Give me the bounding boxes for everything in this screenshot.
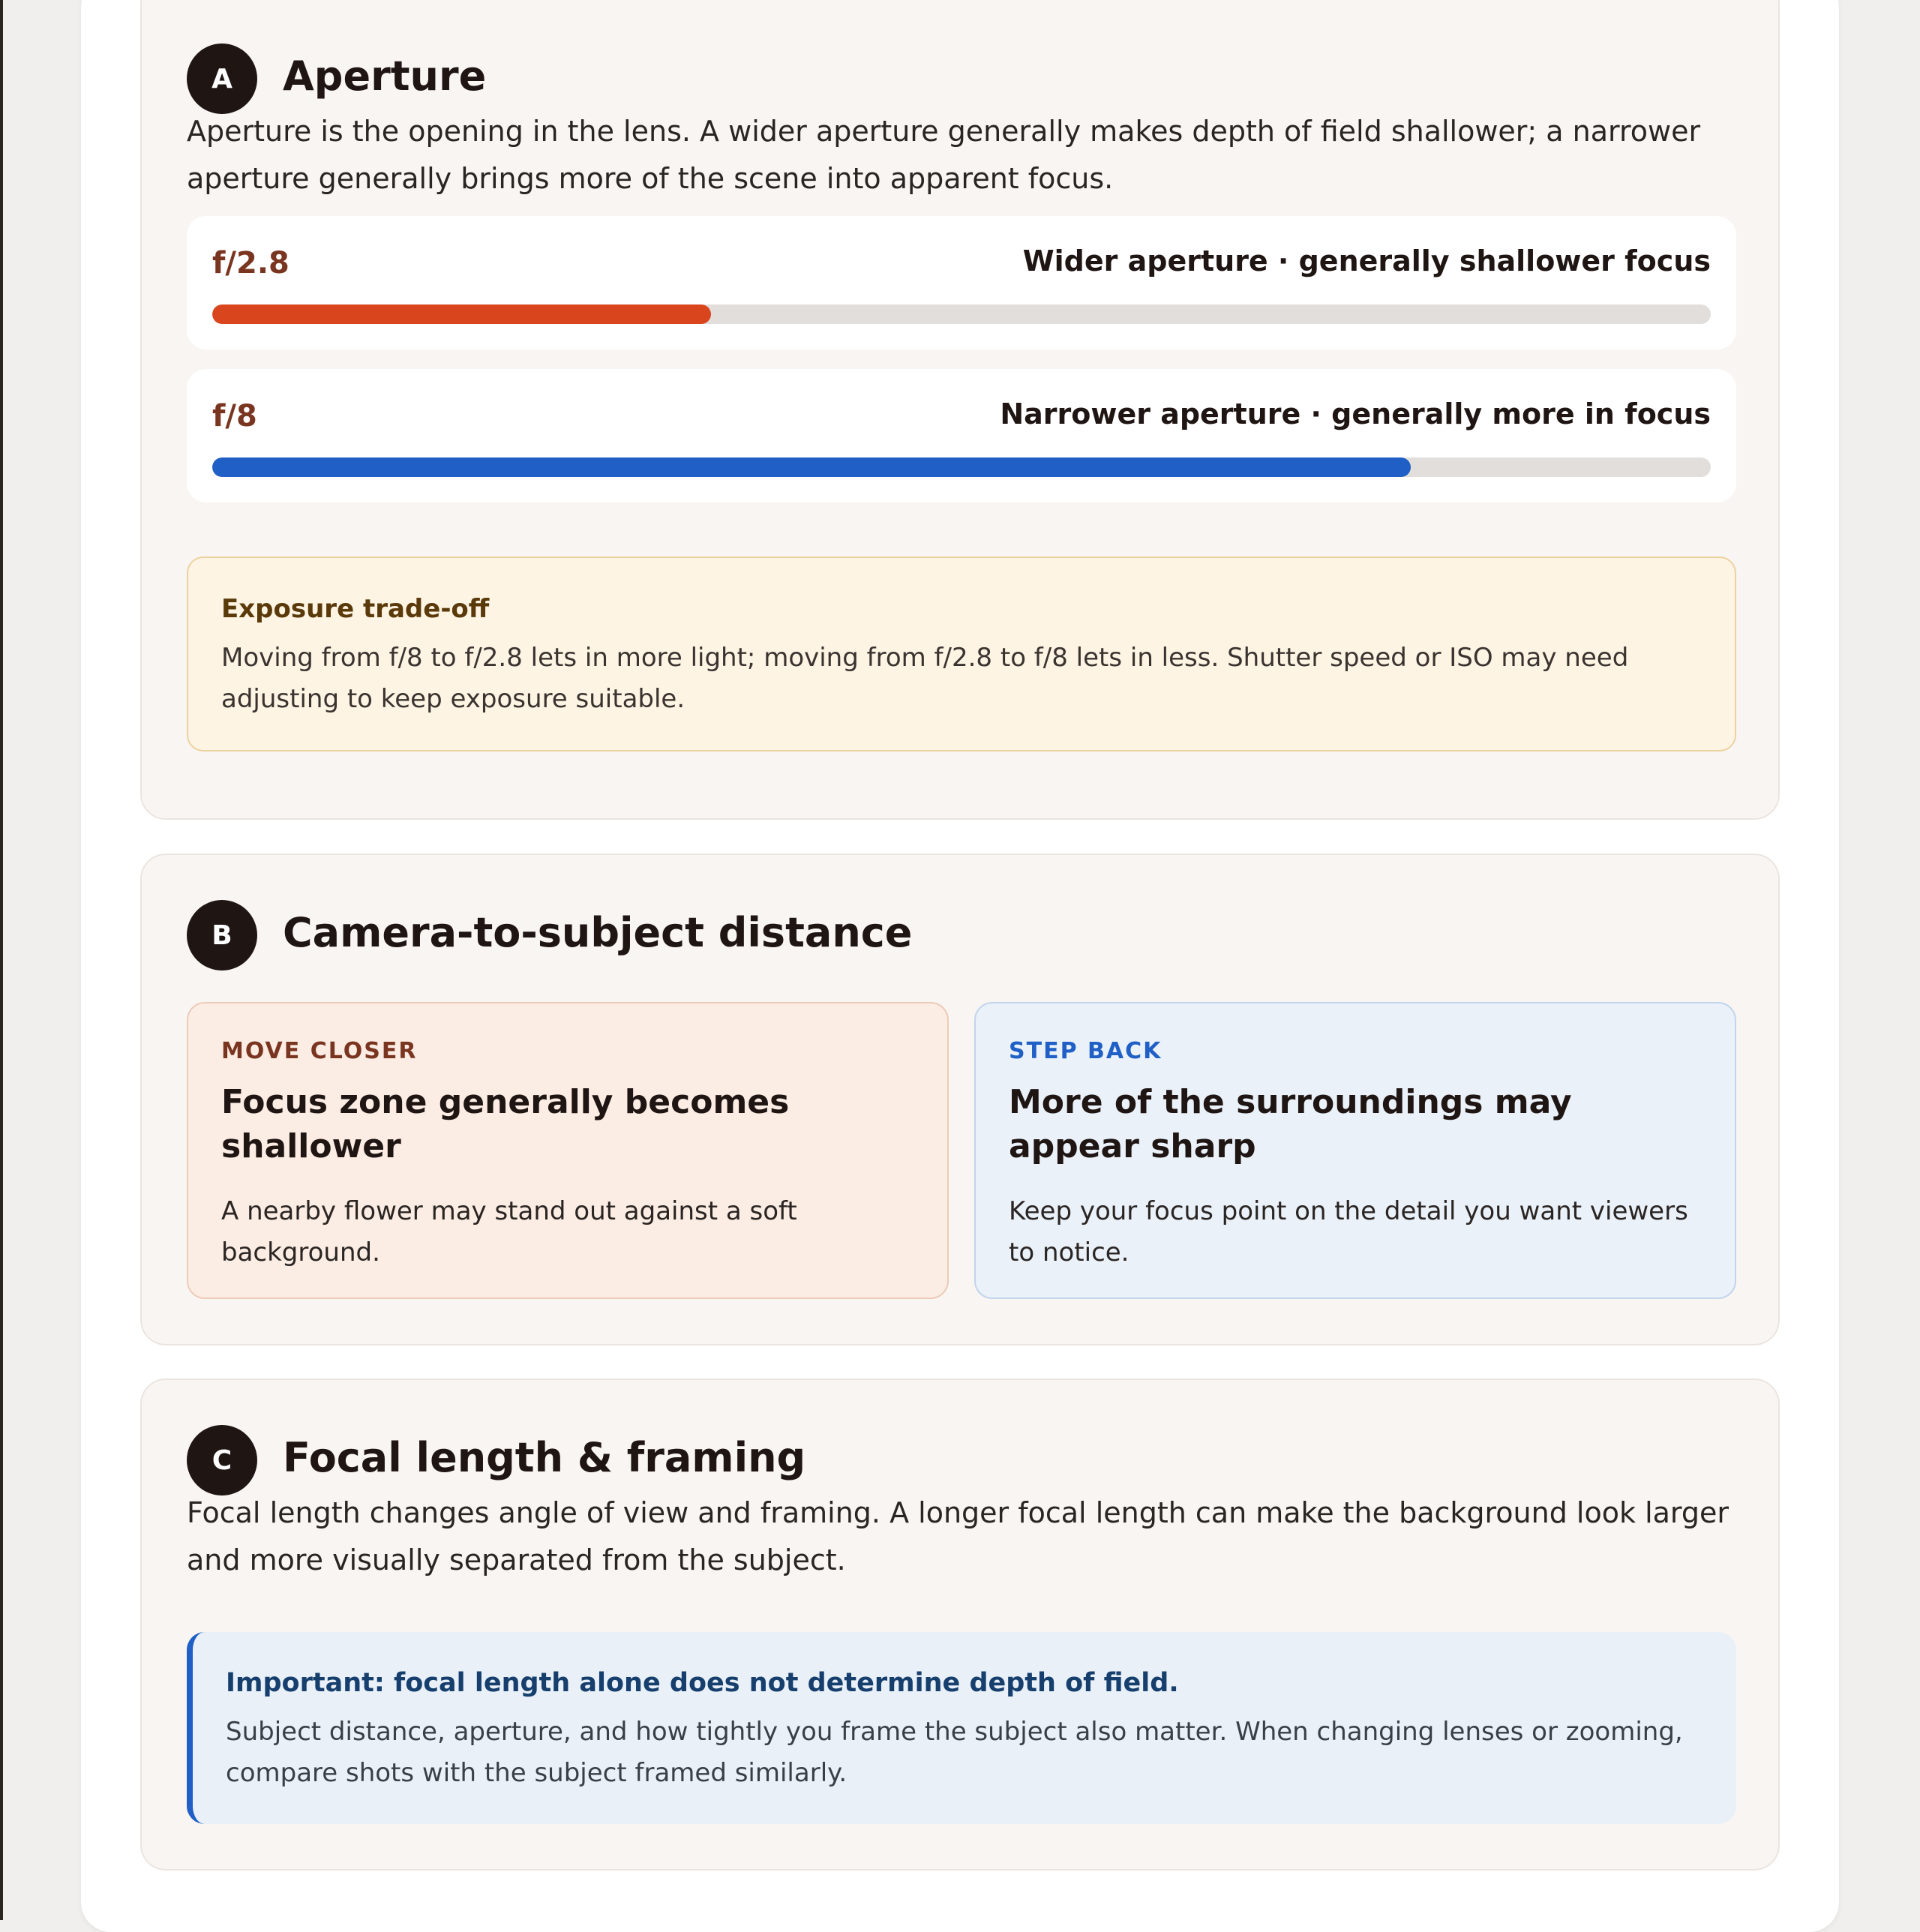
section-badge-a: A — [187, 44, 257, 114]
section-distance — [140, 854, 1780, 1346]
section-badge-c: C — [187, 1425, 257, 1496]
tip-text: Keep your focus point on the detail you want viewers to notice. — [1009, 1196, 1688, 1268]
meter-value: f/2.8 — [212, 246, 290, 280]
meter-track — [212, 304, 1711, 324]
meter-caption: Narrower aperture · generally more in focus — [1000, 398, 1711, 430]
meter-wide-aperture — [187, 216, 1736, 350]
callout-text: Moving from f/8 to f/2.8 lets in more light; moving from f/2.8 to f/8 lets in less. Shutter speed or ISO may need adjusting to keep exposure suitable. — [221, 643, 1629, 714]
meter-fill — [212, 458, 1411, 477]
meter-narrow-aperture — [187, 369, 1736, 502]
meter-value: f/8 — [212, 399, 257, 434]
tip-card-step-back — [974, 1002, 1736, 1299]
meter-fill — [212, 304, 711, 324]
tip-heading: More of the surroundings may appear sharp — [1009, 1083, 1572, 1166]
viewport-edge — [0, 0, 3, 1920]
section-title-focal-length: Focal length & framing — [283, 1434, 806, 1481]
important-callout — [187, 1632, 1736, 1824]
tip-kicker: STEP BACK — [1009, 1038, 1162, 1064]
tip-kicker: MOVE CLOSER — [221, 1038, 418, 1064]
section-badge-b: B — [187, 900, 257, 970]
tip-heading: Focus zone generally becomes shallower — [221, 1083, 790, 1166]
callout-title: Important: focal length alone does not determine depth of field. — [226, 1668, 1179, 1698]
callout-title: Exposure trade-off — [221, 594, 490, 624]
section-title-distance: Camera-to-subject distance — [283, 909, 913, 956]
tip-text: A nearby flower may stand out against a soft background. — [221, 1196, 797, 1268]
aperture-intro: Aperture is the opening in the lens. A wider aperture generally makes depth of field shallower; a narrower aperture generally brings more of the scene into apparent focus. — [187, 115, 1701, 195]
exposure-callout — [187, 556, 1736, 752]
section-aperture — [140, 0, 1780, 820]
meter-caption: Wider aperture · generally shallower focus — [1022, 244, 1711, 278]
callout-text: Subject distance, aperture, and how tightly you frame the subject also matter. When changing lenses or zooming, compare shots with the subject framed similarly. — [226, 1717, 1683, 1788]
meter-track — [212, 458, 1711, 477]
section-focal-length — [140, 1378, 1780, 1870]
section-title-aperture: Aperture — [283, 52, 487, 100]
focal-intro: Focal length changes angle of view and framing. A longer focal length can make the background look larger and more visually separated from the subject. — [187, 1496, 1729, 1576]
tip-card-move-closer — [187, 1002, 949, 1299]
